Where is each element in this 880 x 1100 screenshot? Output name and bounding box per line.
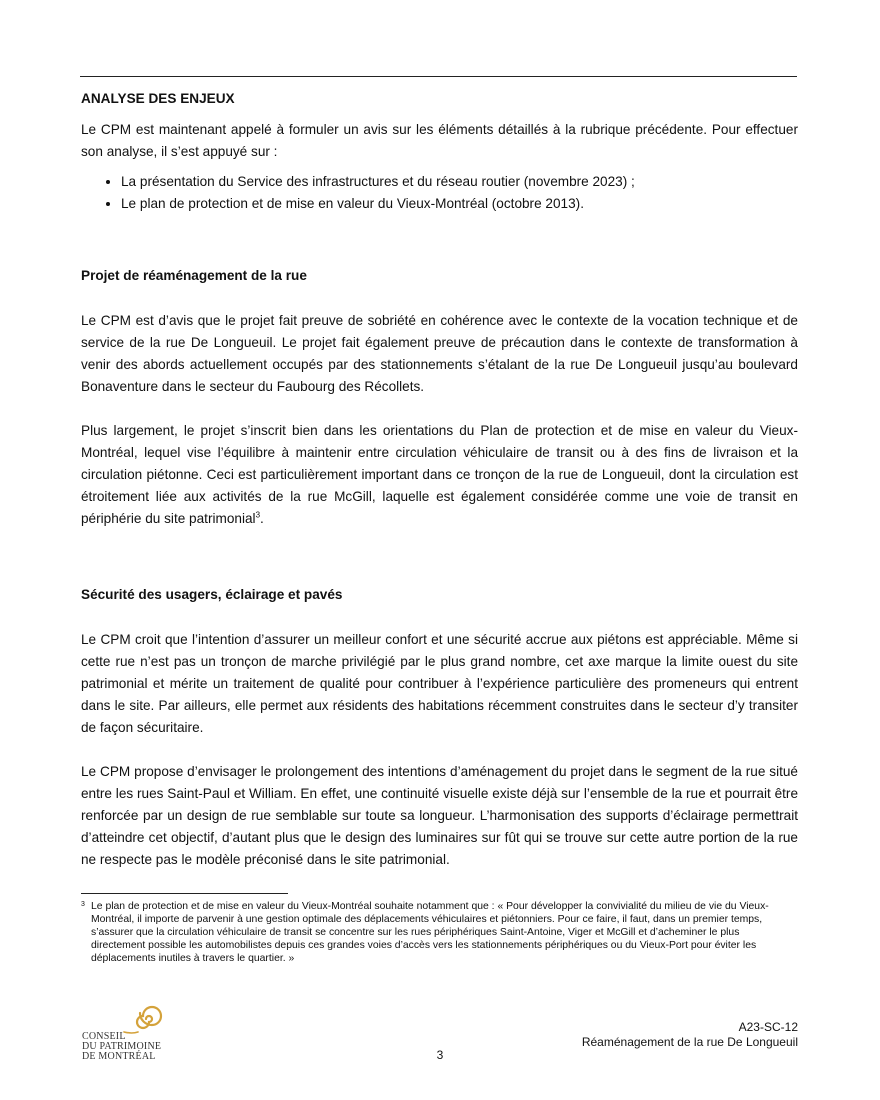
section-heading-analyse: ANALYSE DES ENJEUX [81,91,235,106]
paragraph-projet-2 [81,420,798,530]
paragraph-securite-1: Le CPM croit que l’intention d’assurer un meilleur confort et une sécurité accrue aux piétons est appréciable. Même si cette rue n’est pas un tronçon de marche privilégié par le plus grand nombre, cet axe marque la limite ouest du site patrimonial et mérite un traitement de qualité pour contribuer à l’expérience particulière des promeneurs qui entrent dans le site. Par ailleurs, elle permet aux résidents des habitations récemment construites dans le secteur d’y transiter de façon sécuritaire. [81,632,798,735]
header-rule [80,76,797,77]
paragraph-projet-1: Le CPM est d’avis que le projet fait preuve de sobriété en cohérence avec le contexte de la vocation technique et de service de la rue De Longueuil. Le projet fait également preuve de précaution dans le contexte de transformation à venir des abords actuellement occupés par des stationnements s’étalant de la rue De Longueuil jusqu’au boulevard Bonaventure dans le secteur du Faubourg des Récollets. [81,313,798,394]
document-title: Réaménagement de la rue De Longueuil [581,1035,798,1049]
page-number: 3 [436,1048,444,1062]
spiral-icon [78,1004,168,1034]
list-item: • La présentation du Service des infrastructures et du réseau routier (novembre 2023) ; [121,171,798,193]
footnote-rule [81,893,288,894]
section-title-securite: Sécurité des usagers, éclairage et pavés [81,587,343,602]
document-code: A23-SC-12 [738,1020,798,1034]
paragraph-end: . [260,511,264,526]
logo-text [82,1032,161,1062]
source-list [81,171,798,215]
logo-line: DE MONTRÉAL [82,1051,156,1062]
document-body [81,88,798,871]
logo-line: CONSEIL [82,1031,126,1042]
logo-line: DU PATRIMOINE [82,1041,162,1052]
list-item: • Le plan de protection et de mise en valeur du Vieux-Montréal (octobre 2013). [121,193,798,215]
document-reference [582,1020,798,1050]
paragraph-text: Plus largement, le projet s’inscrit bien dans les orientations du Plan de protection et de mise en valeur du Vieux-Montréal, lequel vise l’équilibre à maintenir entre circulation véhiculaire de transit ou à des fins de livraison et la circulation piétonne. Ceci est particulièrement important dans ce tronçon de la rue de Longueuil, dont la circulation est étroitement liée aux activités de la rue McGill, laquelle est également considérée comme une voie de transit en périphérie du site patrimonial [81,423,798,526]
footnote-reference[interactable]: 3 [255,510,261,520]
intro-paragraph: Le CPM est maintenant appelé à formuler un avis sur les éléments détaillés à la rubrique précédente. Pour effectuer son analyse, il s’est appuyé sur : [81,122,798,159]
footnote-number: 3 [81,901,85,908]
footnote-text: Le plan de protection et de mise en valeur du Vieux-Montréal souhaite notamment que : « Pour développer la convivialité du milieu de vie du Vieux-Montréal, il importe de parvenir à une gestion optimale des déplacements véhiculaires et piétonniers. Pour ce faire, il faut, dans un premier temps, s’assurer que la circulation véhiculaire de transit se concentre sur les rues périphériques Saint-Antoine, Viger et McGill et d’acheminer le plus directement possible les automobilistes depuis ces grandes voies d’accès vers les stationnements périphériques ou du Vieux-Port pour éviter les déplacements inutiles à travers le quartier. » [91,901,769,964]
footnote [81,900,796,965]
section-title-projet: Projet de réaménagement de la rue [81,268,307,283]
paragraph-securite-2: Le CPM propose d’envisager le prolongement des intentions d’aménagement du projet dans le segment de la rue situé entre les rues Saint-Paul et William. En effet, une continuité visuelle existe déjà sur l’ensemble de la rue et pourrait être renforcée par un design de rue semblable sur toute sa longueur. L’harmonisation des supports d’éclairage permettrait d’atteindre cet objectif, d’autant plus que le design des luminaires sur fût qui se trouve sur cette autre portion de la rue ne respecte pas le modèle préconisé dans le site patrimonial. [81,764,798,867]
cpm-logo [78,1004,168,1068]
